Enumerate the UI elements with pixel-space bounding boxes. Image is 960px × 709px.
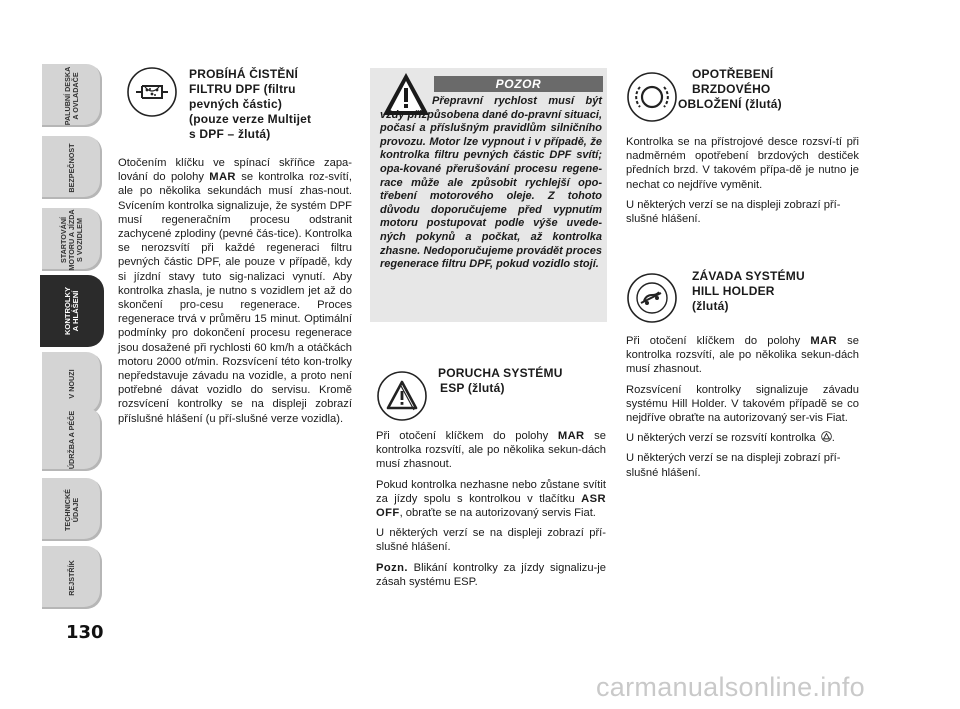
tab-kontrolky[interactable]: KONTROLKY A HLÁŠENÍ <box>40 275 104 347</box>
tab-v-nouzi[interactable]: V NOUZI <box>42 352 102 415</box>
dpf-body: Otočením klíčku ve spínací skříňce zapa-lování do polohy MAR se kontrolka roz-svítí, ale po několika sekundách musí zhas-nout. Svícením kontrolka signalizuje, že systém DPF musí regeneračním procesu odstranit zachycené zplodiny (pevné čás-tice). Kontrolka se nerozsvítí při každé regeneraci filtru pevných částic DPF, ale pouze v případě, kdy si jízdní stavy tuto sig-nalizaci vynutí. Aby kontrolka zhasla, je nutno s vozidlem jet až do skončení pro-cesu regenerace. Proces regenerace trvá v průměru 15 minut. Optimální podmínky pro dokončení procesu regenerace jsou dosažené při rychlosti 60 km/h a otáčkách motoru 2000 ot/min. Rozsvícení této kon-trolky nepředstavuje závadu na vozidle, a proto není potřebné dávat vozidlo do servisu. Kromě rozsvícení kontrolky se na displeji zobrazí příslušné hlášení (u pří-slušné verze vozidla). <box>118 157 352 425</box>
warning-label: POZOR <box>434 76 603 92</box>
watermark: carmanualsonline.info <box>596 672 865 702</box>
esp-warning-icon <box>376 370 428 422</box>
warning-text: Přepravní rychlost musí být vždy přizpůsobena dané do-pravní situaci, počasí a příslušným pravidlům silničního provozu. Motor lze vypnout i v případě, že kontrolka filtru pevných částic DPF svítí; opa-kované přerušování procesu regene-race může ale způsobit rychlejší opo-třebení motorového oleje. Z tohoto důvodu doporučujeme před vypnutím motoru postupovat podle výše uvede-ných pokynů a počkat, až kontrolka zhasne. Nedoporučujeme provádět proces regenerace filtru DPF, pokud vozidlo stojí. <box>380 95 602 271</box>
hill-heading: ZÁVADA SYSTÉMU HILL HOLDER (žlutá) <box>692 269 805 313</box>
dpf-heading: PROBÍHÁ ČISTĚNÍ FILTRU DPF (filtru pevných částic) (pouze verze Multijet s DPF – žlutá) <box>189 67 312 141</box>
esp-heading: PORUCHA SYSTÉMU ESP (žlutá) <box>438 366 563 395</box>
page-number: 130 <box>66 622 104 643</box>
esp-small-icon <box>821 431 832 442</box>
tab-palubni-deska[interactable]: PALUBNÍ DESKA A OVLADAČE <box>42 64 102 127</box>
esp-body: Při otočení klíčkem do polohy MAR se kontrolka rozsvítí, ale po několika sekun-dách musí zhasnout. Pokud kontrolka nezhasne nebo zůstane svítit za jízdy spolu s kontrolkou v tlačítku ASR OFF, obraťte se na autorizovaný servis Fiat. U některých verzí se na displeji zobrazí pří-slušné hlášení. Pozn. Blikání kontrolky za jízdy signalizu-je zásah systému ESP. <box>376 430 606 588</box>
tab-udrzba[interactable]: ÚDRŽBA A PÉČE <box>42 408 102 471</box>
tab-bezpecnost[interactable]: BEZPEČNOST <box>42 136 102 199</box>
hill-body: Při otočení klíčkem do polohy MAR se kontrolka rozsvítí, ale po několika sekun-dách musí zhasnout. Rozsvícení kontrolky signalizuje závadu systému Hill Holder. V takovém případě se co nejdříve obraťte na autorizovaný ser-vis Fiat. U některých verzí se rozsvítí kontrolka . U některých verzí se na displeji zobrazí pří-slušné hlášení. <box>626 335 859 479</box>
tab-technicke-udaje[interactable]: TECHNICKÉ ÚDAJE <box>42 478 102 541</box>
brake-pad-wear-icon <box>626 71 678 123</box>
brake-body: Kontrolka se na přístrojové desce rozsví-tí při nadměrném opotřebení brzdových destiček předních brzd. V takovém přípa-dě je nutno je nechat co nejdříve vyměnit. U některých verzí se na displeji zobrazí pří-slušné hlášení. <box>626 136 859 226</box>
tab-startovani[interactable]: STARTOVÁNÍ MOTORU A JÍZDA S VOZIDLEM <box>42 208 102 271</box>
tab-rejstrik[interactable]: REJSTŘÍK <box>42 546 102 609</box>
dpf-filter-icon <box>126 66 178 118</box>
brake-heading: OPOTŘEBENÍ BRZDOVÉHO OBLOŽENÍ (žlutá) <box>678 67 782 111</box>
hill-holder-icon <box>626 272 678 324</box>
